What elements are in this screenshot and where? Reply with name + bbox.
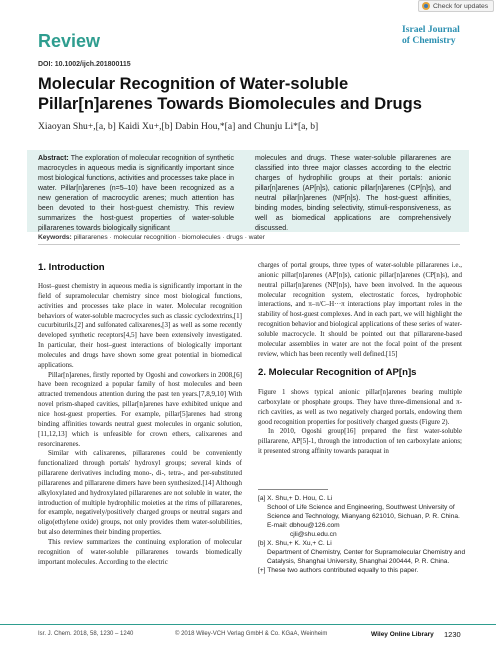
divider bbox=[38, 244, 460, 245]
abstract-text-right: molecules and drugs. These water-soluble pillararenes are classified into three major classes according to the electric charges of hydrophilic groups at their portals: anionic pillar[n]arenes (AP[n]s), cationic pillar[n]arenes (CP[n]s), and neutral pillar[n]arenes (NP[n]s). The host-guest affinities, binding modes, binding selectivity, stimuli-responsiveness, as well as biomedical applications are comprehensively discussed. bbox=[255, 155, 451, 232]
paragraph: Host–guest chemistry in aqueous media is significantly important in the field of supramolecular chemistry since most biological functions, activities and processes take place in water. Molecular recognition behaviors of water-soluble macrocycles such as classic cyclodextrins,[1] cucurbiturils,[2] and sulfonated calixarenes,[3] as well as some recently developed synthetic receptors[4,5] have been extensively investigated. In particular, their host–guest interactions of biologically important molecules and drugs have shown some great potential in biomedical applications. bbox=[38, 282, 242, 369]
section2-body bbox=[258, 388, 462, 457]
keywords-text: pillararenes · molecular recognition · biomolecules · drugs · water bbox=[73, 234, 265, 241]
abstract-left-column bbox=[38, 154, 234, 234]
affiliation-line: [a] X. Shu,+ D. Hou, C. Li bbox=[258, 495, 333, 502]
publisher-link[interactable]: Wiley Online Library bbox=[371, 631, 434, 638]
affiliation-line: Department of Chemistry, Center for Supramolecular Chemistry and Catalysis, Shanghai University, Shanghai 200444, P. R. China. bbox=[267, 549, 466, 565]
paragraph: Similar with calixarenes, pillararenes could be conveniently functionalized through portals' hydroxyl groups; several kinds of pillararene derivatives including mono-, di-, tetra-, and per-substituted pillararenes and pillararene dimers have been synthesized.[14] Although alkyloxylated and hydroxylated pillararenes are not soluble in water, the introduction of multiple hydrophilic moieties at the rims of pillararenes, for example, negatively/positively charged groups or neutral sugars and oligo(ethylene oxide) groups, not only provides them water-solubilities, but also determines their binding properties. bbox=[38, 449, 242, 537]
paragraph: charges of portal groups, three types of water-soluble pillararenes i.e., anionic pillar[n]arenes (AP[n]s), cationic pillar[n]arenes (CP[n]s), and neutral pillar[n]arenes (NP[n]s), have been involved. In the aqueous molecular recognition system, electrostatic forces, hydrophobic interactions, and π–π/C–H···π interactions play important roles in the stability of host-guest complexes. And in each part, we will highlight the recognition behavior and biological applications of these series of water-soluble macrocycle. It should be pointed out that pillararene-based molecular assemblies in water are not the focal point of the present review, which has been recently well defined.[15] bbox=[258, 261, 462, 358]
paragraph: Figure 1 shows typical anionic pillar[n]arenes bearing multiple carboxylate or phosphate groups. They have three-dimensional and π-rich cavities, as well as two negatively charged portals, endowing them good recognition properties for positively charged guests (Figure 2). bbox=[258, 388, 462, 426]
footer-rule bbox=[0, 624, 496, 625]
doi[interactable]: DOI: 10.1002/ijch.201800115 bbox=[38, 61, 131, 68]
keywords bbox=[38, 234, 265, 241]
abstract-label: Abstract: bbox=[38, 155, 69, 162]
journal-name bbox=[402, 24, 460, 46]
section-heading-ap-recognition: 2. Molecular Recognition of AP[n]s bbox=[258, 367, 417, 378]
affiliation-line: School of Life Science and Engineering, Southwest University of Science and Technology, Mianyang 621010, Sichuan, P. R. China. bbox=[267, 504, 460, 520]
page-number: 1230 bbox=[444, 630, 461, 639]
update-icon bbox=[422, 2, 430, 10]
paragraph: In 2010, Ogoshi group[16] prepared the first water-soluble pillararene, AP[5]-1, through the introduction of ten carboxylate anions; it presented strong affinity towards paraquat in bbox=[258, 427, 462, 456]
contribution-note: [+] These two authors contributed equally to this paper. bbox=[258, 567, 419, 574]
affiliations bbox=[258, 494, 468, 575]
article-title: Molecular Recognition of Water-soluble Pillar[n]arenes Towards Biomolecules and Drugs bbox=[38, 75, 422, 113]
paragraph: This review summarizes the continuing exploration of molecular recognition of water-soluble pillararenes towards biomedically important molecules. According to the electric bbox=[38, 537, 242, 566]
author-list: Xiaoyan Shu+,[a, b] Kaidi Xu+,[b] Dabin Hou,*[a] and Chunju Li*[a, b] bbox=[38, 121, 319, 132]
paragraph: Pillar[n]arenes, firstly reported by Ogoshi and coworkers in 2008,[6] have been recognized a popular family of host molecules and been attracted tremendous attention during the past ten years.[7,8,9,10] With novel prism-shaped cavities, pillar[n]arenes have exhibited unique and nice host-guest properties. For example, pillar[5]arenes had strong binding affinities towards neutral guest molecules in organic solution,[11,12,13] which is unfeasible for crown ethers, calixarenes and resorcinarenes. bbox=[38, 370, 242, 448]
body-right-column bbox=[258, 261, 462, 359]
check-updates-label: Check for updates bbox=[433, 2, 489, 10]
footnote-rule bbox=[258, 489, 328, 490]
check-for-updates-badge[interactable] bbox=[418, 0, 494, 12]
footer-citation: Isr. J. Chem. 2018, 58, 1230 – 1240 bbox=[38, 631, 134, 637]
section-label: Review bbox=[38, 31, 101, 51]
affiliation-email[interactable]: cjli@shu.edu.cn bbox=[290, 531, 337, 538]
journal-name-line1: Israel Journal bbox=[402, 24, 460, 35]
keywords-label: Keywords: bbox=[38, 234, 72, 241]
abstract-text-left: The exploration of molecular recognition of synthetic macrocycles in aqueous media is significantly important since most biological functions, activities and processes take place in water. Pillar[n]arenes (n=5–10) have been recognized as a new generation of macrocyclic arenes; much attention has been devoted to their host-guest chemistry. This review summarizes the host-guest properties of water-soluble pillararenes towards biologically significant bbox=[38, 155, 234, 232]
body-left-column bbox=[38, 282, 242, 567]
affiliation-email[interactable]: E-mail: dbhou@126.com bbox=[267, 522, 340, 529]
section-heading-introduction: 1. Introduction bbox=[38, 262, 105, 273]
affiliation-line: [b] X. Shu,+ K. Xu,+ C. Li bbox=[258, 540, 332, 547]
journal-name-line2: of Chemistry bbox=[402, 35, 456, 46]
footer-copyright: © 2018 Wiley-VCH Verlag GmbH & Co. KGaA, Weinheim bbox=[175, 631, 328, 637]
